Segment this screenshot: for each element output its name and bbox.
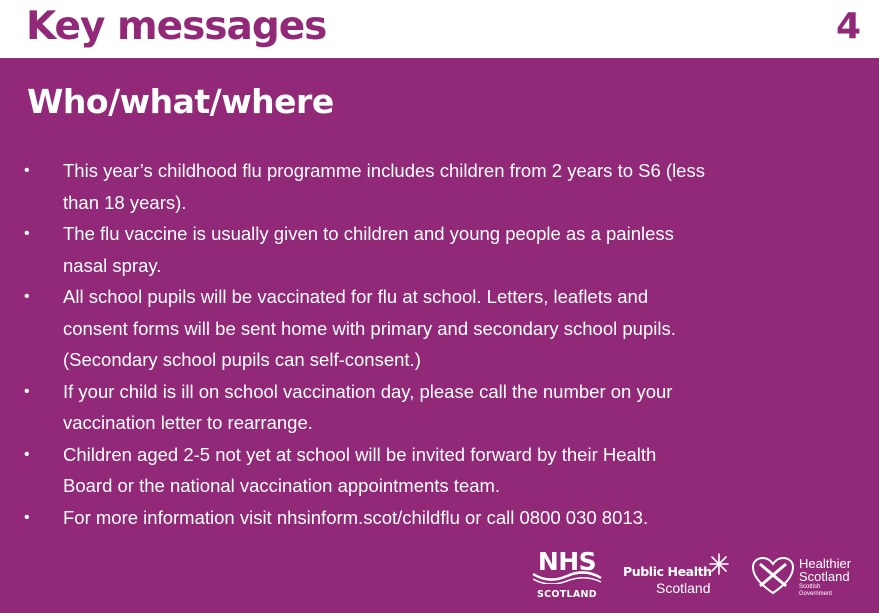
star-burst-icon: [708, 552, 730, 576]
nhs-logo-text: NHS: [537, 547, 597, 576]
bullet-dot-icon: •: [24, 288, 30, 305]
nhs-scotland-logo: [527, 548, 607, 608]
bullet-text-line: The flu vaccine is usually given to children and young people as a painless: [63, 223, 674, 244]
bullet-dot-icon: •: [24, 225, 30, 242]
bullet-dot-icon: •: [24, 162, 30, 179]
bullet-text-line: consent forms will be sent home with primary and secondary school pupils.: [63, 317, 676, 339]
bullet-text-line: Board or the national vaccination appointments team.: [63, 475, 501, 496]
section-title: Who/what/where: [27, 82, 334, 121]
content-panel: [0, 58, 879, 613]
bullet-text-line: If your child is ill on school vaccination day, please call the number on your: [63, 380, 673, 402]
bullet-text-line: nasal spray.: [63, 254, 162, 276]
healthier-scotland-logo: [751, 556, 871, 606]
logo-bar: [0, 546, 879, 613]
healthier-logo-line1: Healthier: [799, 556, 852, 571]
healthier-logo-line2: Scotland: [799, 569, 850, 584]
bullet-item: [0, 376, 860, 439]
bullet-text-line: than 18 years).: [63, 191, 187, 213]
saltire-heart-icon: [751, 556, 795, 596]
bullet-list: [0, 155, 860, 533]
page-title: Key messages: [26, 4, 327, 49]
bullet-item: [0, 218, 860, 281]
bullet-item: [0, 502, 860, 534]
bullet-text-line: (Secondary school pupils can self-consent.): [63, 349, 421, 370]
bullet-item: [0, 155, 860, 218]
bullet-text-line: For more information visit nhsinform.scot/childflu or call 0800 030 8013.: [63, 506, 649, 528]
bullet-text-line: vaccination letter to rearrange.: [63, 412, 313, 433]
phs-logo-line1: Public Health: [623, 564, 712, 579]
bullet-item: [0, 439, 860, 502]
nhs-wave-icon: [531, 570, 603, 584]
phs-logo-line2: Scotland: [656, 580, 711, 596]
bullet-text-line: This year’s childhood flu programme includes children from 2 years to S6 (less: [63, 160, 705, 181]
header: [0, 0, 879, 58]
bullet-item: [0, 281, 860, 376]
nhs-logo-subtext: SCOTLAND: [536, 589, 597, 600]
bullet-dot-icon: •: [24, 382, 30, 400]
bullet-text-line: All school pupils will be vaccinated for flu at school. Letters, leaflets and: [63, 286, 649, 307]
healthier-logo-line4: Government: [799, 591, 833, 597]
bullet-text-line: Children aged 2-5 not yet at school will be invited forward by their Health: [63, 443, 657, 465]
public-health-scotland-logo: [622, 552, 734, 596]
page-number: 4: [835, 6, 861, 47]
bullet-dot-icon: •: [24, 445, 30, 463]
bullet-dot-icon: •: [24, 508, 30, 526]
healthier-logo-line3: Scottish: [799, 584, 821, 590]
